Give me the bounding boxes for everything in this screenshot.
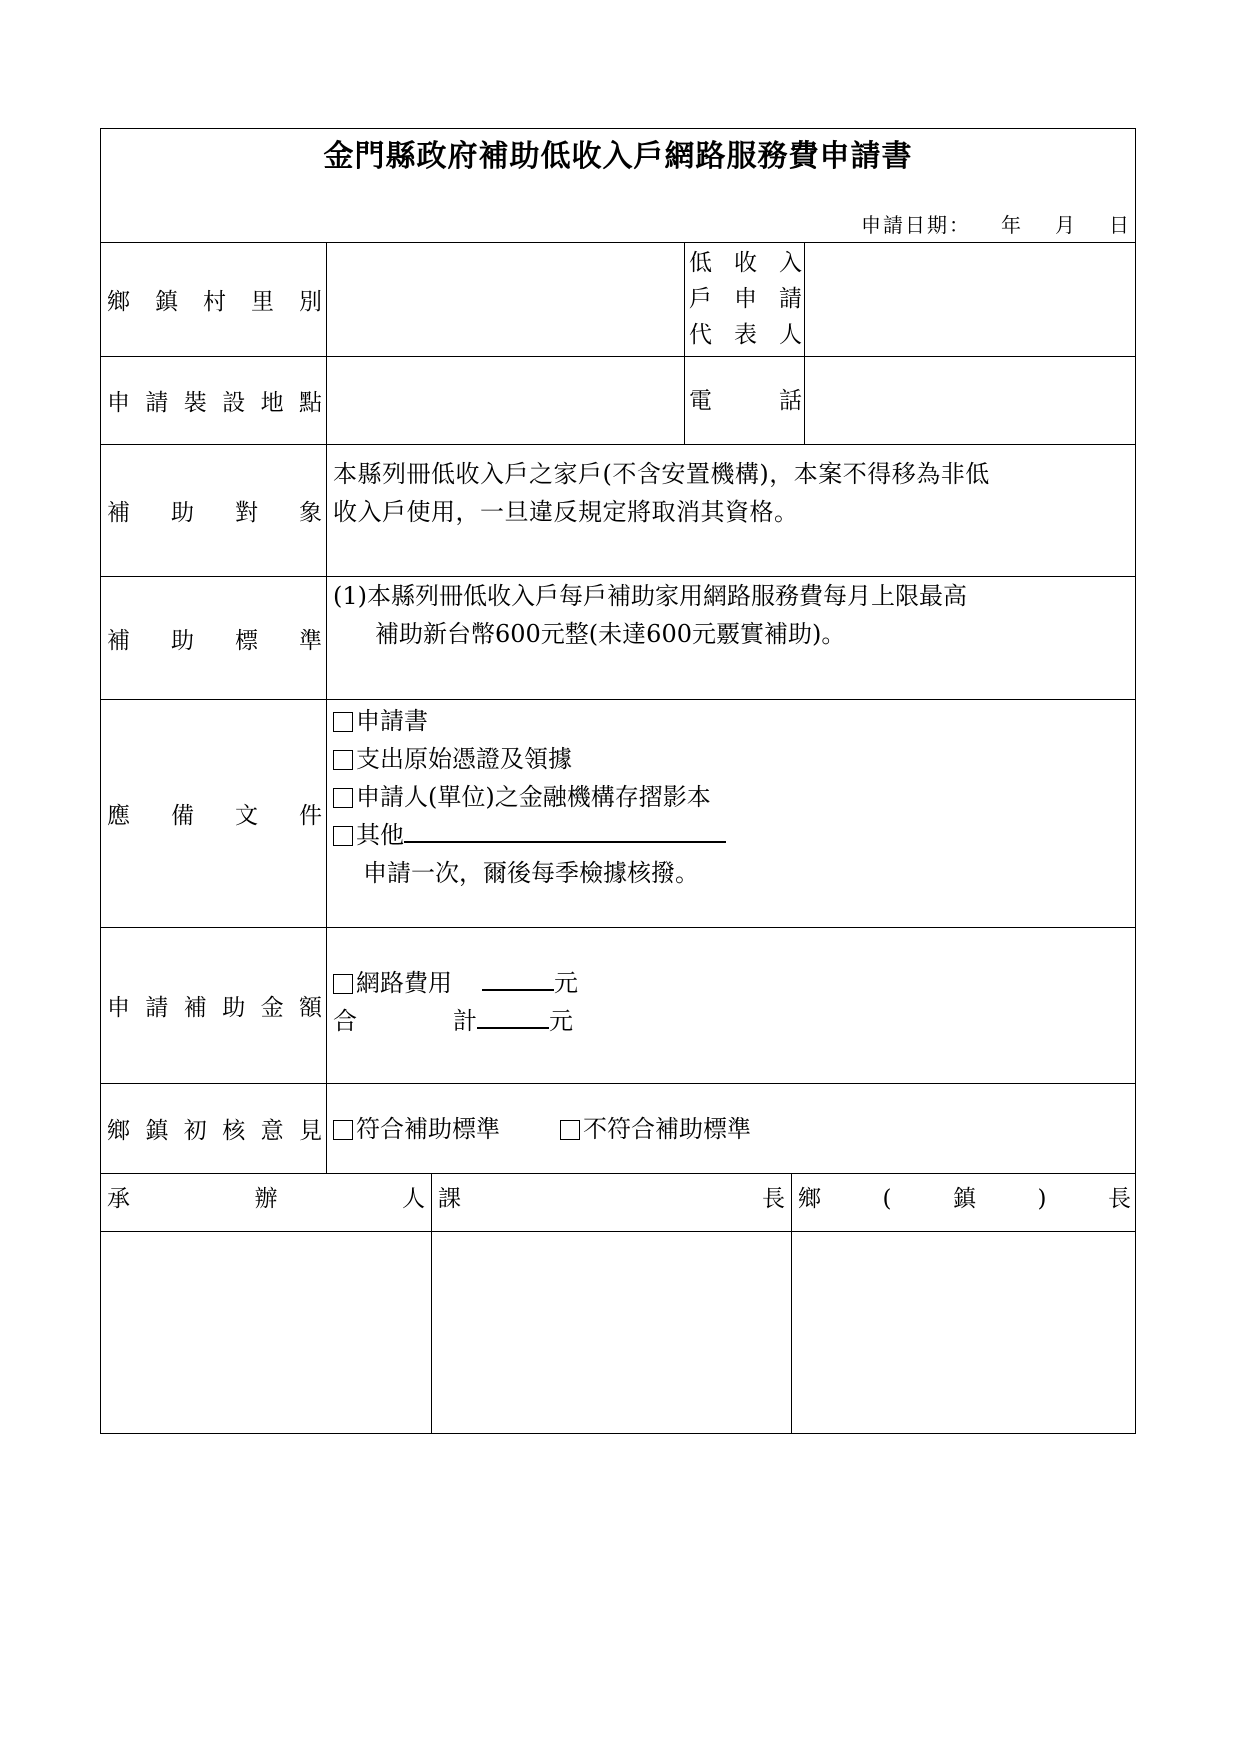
- checkbox[interactable]: [333, 826, 353, 846]
- total-blank[interactable]: [477, 1005, 549, 1029]
- title-block: [101, 129, 1135, 243]
- review-option-yes: 符合補助標準: [333, 1110, 500, 1148]
- document-item: 申請書: [333, 702, 1133, 740]
- village-label: 鄉鎮村里別: [101, 243, 327, 356]
- phone-field[interactable]: [805, 357, 1135, 444]
- form-title: 金門縣政府補助低收入戶網路服務費申請書: [323, 139, 913, 174]
- checkbox[interactable]: [333, 788, 353, 808]
- checkbox[interactable]: [333, 712, 353, 732]
- target-line-2: 收入戶使用，一旦違反規定將取消其資格。: [333, 498, 799, 526]
- application-form: [100, 128, 1136, 1434]
- standard-text: [327, 577, 1135, 699]
- target-text: [327, 445, 1135, 576]
- amount-blank[interactable]: [482, 967, 554, 991]
- review-options: [327, 1084, 1135, 1173]
- row-location: [101, 357, 1135, 445]
- row-documents: [101, 700, 1135, 928]
- checkbox[interactable]: [560, 1120, 580, 1140]
- handler-label: 承辦人: [101, 1174, 432, 1231]
- target-label: 補助對象: [101, 445, 327, 576]
- document-item: 支出原始憑證及領據: [333, 740, 1133, 778]
- location-field[interactable]: [327, 357, 685, 444]
- amount-label: 申請補助金額: [101, 928, 327, 1083]
- target-line-1: 本縣列冊低收入戶之家戶(不含安置機構)，本案不得移為非低: [333, 460, 990, 488]
- mayor-signature[interactable]: [792, 1232, 1135, 1433]
- document-item: 其他: [333, 816, 1133, 854]
- mayor-label: 鄉(鎮)長: [798, 1186, 1131, 1212]
- date-day: 日: [1109, 213, 1129, 237]
- application-date: [861, 209, 1129, 238]
- amount-fields: [327, 928, 1135, 1083]
- representative-label: 低收入 戶申請 代表人: [685, 243, 805, 356]
- section-chief-label: 課長: [432, 1174, 792, 1231]
- document-item: 申請人(單位)之金融機構存摺影本: [333, 778, 1133, 816]
- signature-boxes: [101, 1232, 1135, 1433]
- representative-field[interactable]: [805, 243, 1135, 356]
- village-field[interactable]: [327, 243, 685, 356]
- standard-line-1: (1)本縣列冊低收入戶每戶補助家用網路服務費每月上限最高: [333, 582, 967, 610]
- row-review: [101, 1084, 1135, 1174]
- row-amount: [101, 928, 1135, 1084]
- signature-header: [101, 1174, 1135, 1232]
- date-month: 月: [1055, 213, 1075, 237]
- other-blank[interactable]: [404, 819, 726, 843]
- documents-note: 申請一次，爾後每季檢據核撥。: [363, 859, 699, 887]
- row-target: [101, 445, 1135, 577]
- row-village: [101, 243, 1135, 357]
- row-standard: [101, 577, 1135, 700]
- documents-label: 應備文件: [101, 700, 327, 927]
- location-label: 申請裝設地點: [101, 357, 327, 444]
- standard-line-2: 補助新台幣600元整(未達600元覈實補助)。: [375, 620, 846, 648]
- review-label: 鄉鎮初核意見: [101, 1084, 327, 1173]
- date-year: 年: [1001, 213, 1021, 237]
- checkbox[interactable]: [333, 1120, 353, 1140]
- phone-label: 電 話: [685, 357, 805, 444]
- amount-total: 合 計 元: [333, 1007, 573, 1035]
- review-option-no: 不符合補助標準: [560, 1110, 751, 1148]
- section-chief-signature[interactable]: [432, 1232, 792, 1433]
- standard-label: 補助標準: [101, 577, 327, 699]
- checkbox[interactable]: [333, 750, 353, 770]
- handler-signature[interactable]: [101, 1232, 432, 1433]
- documents-list: [327, 700, 1135, 927]
- amount-item: 網路費用 元: [333, 964, 1133, 1002]
- date-label: 申請日期：: [861, 213, 971, 237]
- checkbox[interactable]: [333, 974, 353, 994]
